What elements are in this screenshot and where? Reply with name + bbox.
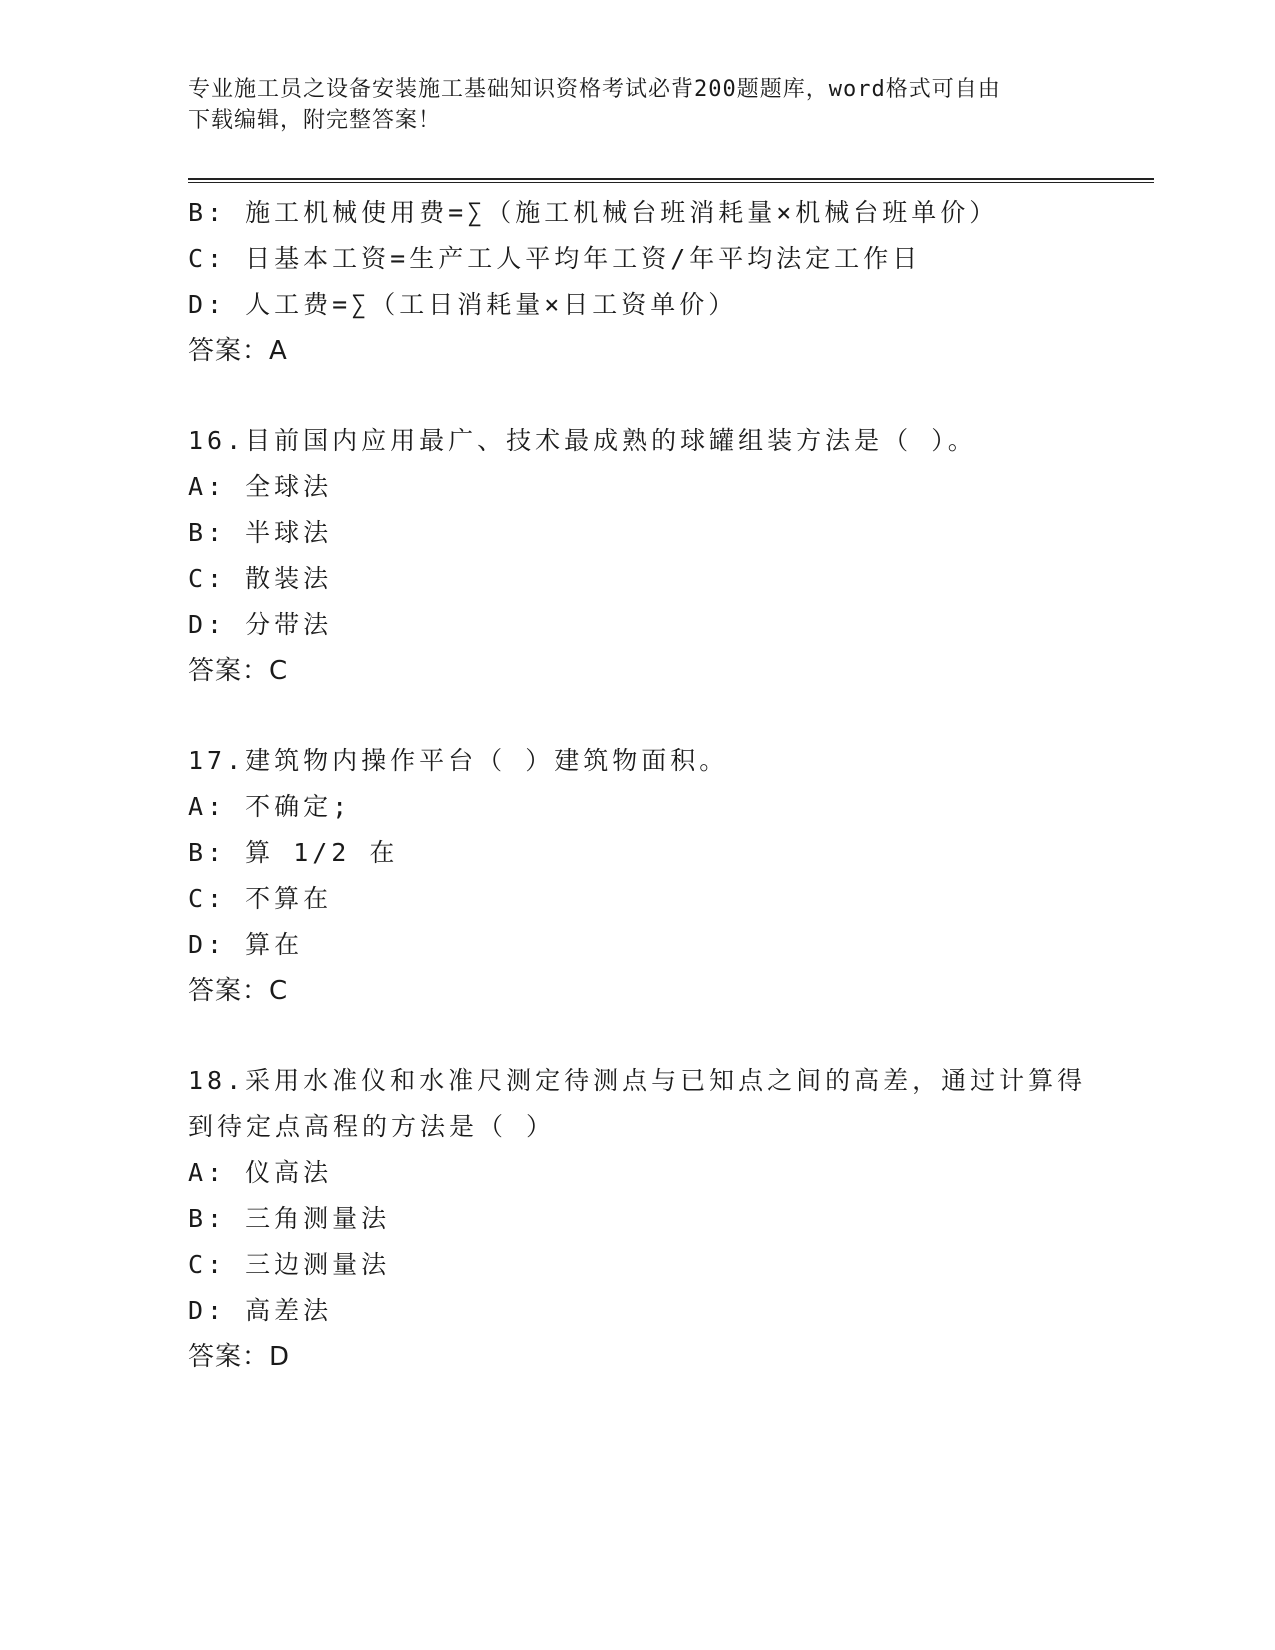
option-c: C: 不算在 xyxy=(188,884,333,913)
option-c: C: 散装法 xyxy=(188,564,333,593)
header-line-1: 专业施工员之设备安装施工基础知识资格考试必背200题题库，word格式可自由 xyxy=(188,77,1001,102)
question-stem: 16.目前国内应用最广、技术最成熟的球罐组装方法是（ ）。 xyxy=(188,426,977,455)
header-divider xyxy=(188,178,1154,183)
spacer xyxy=(188,374,1148,418)
spacer xyxy=(188,694,1148,738)
answer: 答案：D xyxy=(188,1342,291,1372)
option-a: A: 全球法 xyxy=(188,472,333,501)
option-d: D: 算在 xyxy=(188,930,304,959)
option-b: B: 施工机械使用费=∑（施工机械台班消耗量×机械台班单价） xyxy=(188,198,999,227)
option-b: B: 三角测量法 xyxy=(188,1204,391,1233)
option-a: A: 仪高法 xyxy=(188,1158,333,1187)
question-list xyxy=(188,190,1148,1380)
question-18 xyxy=(188,1058,1148,1380)
answer: 答案：A xyxy=(188,336,288,366)
option-c: C: 日基本工资=生产工人平均年工资/年平均法定工作日 xyxy=(188,244,922,273)
option-a: A: 不确定; xyxy=(188,792,352,821)
option-c: C: 三边测量法 xyxy=(188,1250,391,1279)
answer: 答案：C xyxy=(188,656,289,686)
question-15-tail xyxy=(188,190,1148,374)
question-stem: 17.建筑物内操作平台（ ）建筑物面积。 xyxy=(188,746,729,775)
question-stem-line-1: 18.采用水准仪和水准尺测定待测点与已知点之间的高差，通过计算得 xyxy=(188,1066,1087,1095)
header-line-2: 下载编辑，附完整答案！ xyxy=(188,108,442,133)
question-17 xyxy=(188,738,1148,1014)
option-b: B: 半球法 xyxy=(188,518,333,547)
option-b: B: 算 1/2 在 xyxy=(188,838,399,867)
option-d: D: 高差法 xyxy=(188,1296,333,1325)
option-d: D: 人工费=∑（工日消耗量×日工资单价） xyxy=(188,290,738,319)
option-d: D: 分带法 xyxy=(188,610,333,639)
question-16 xyxy=(188,418,1148,694)
answer: 答案：C xyxy=(188,976,289,1006)
question-stem-line-2: 到待定点高程的方法是（ ） xyxy=(188,1112,556,1141)
document-header xyxy=(188,74,1068,136)
spacer xyxy=(188,1014,1148,1058)
